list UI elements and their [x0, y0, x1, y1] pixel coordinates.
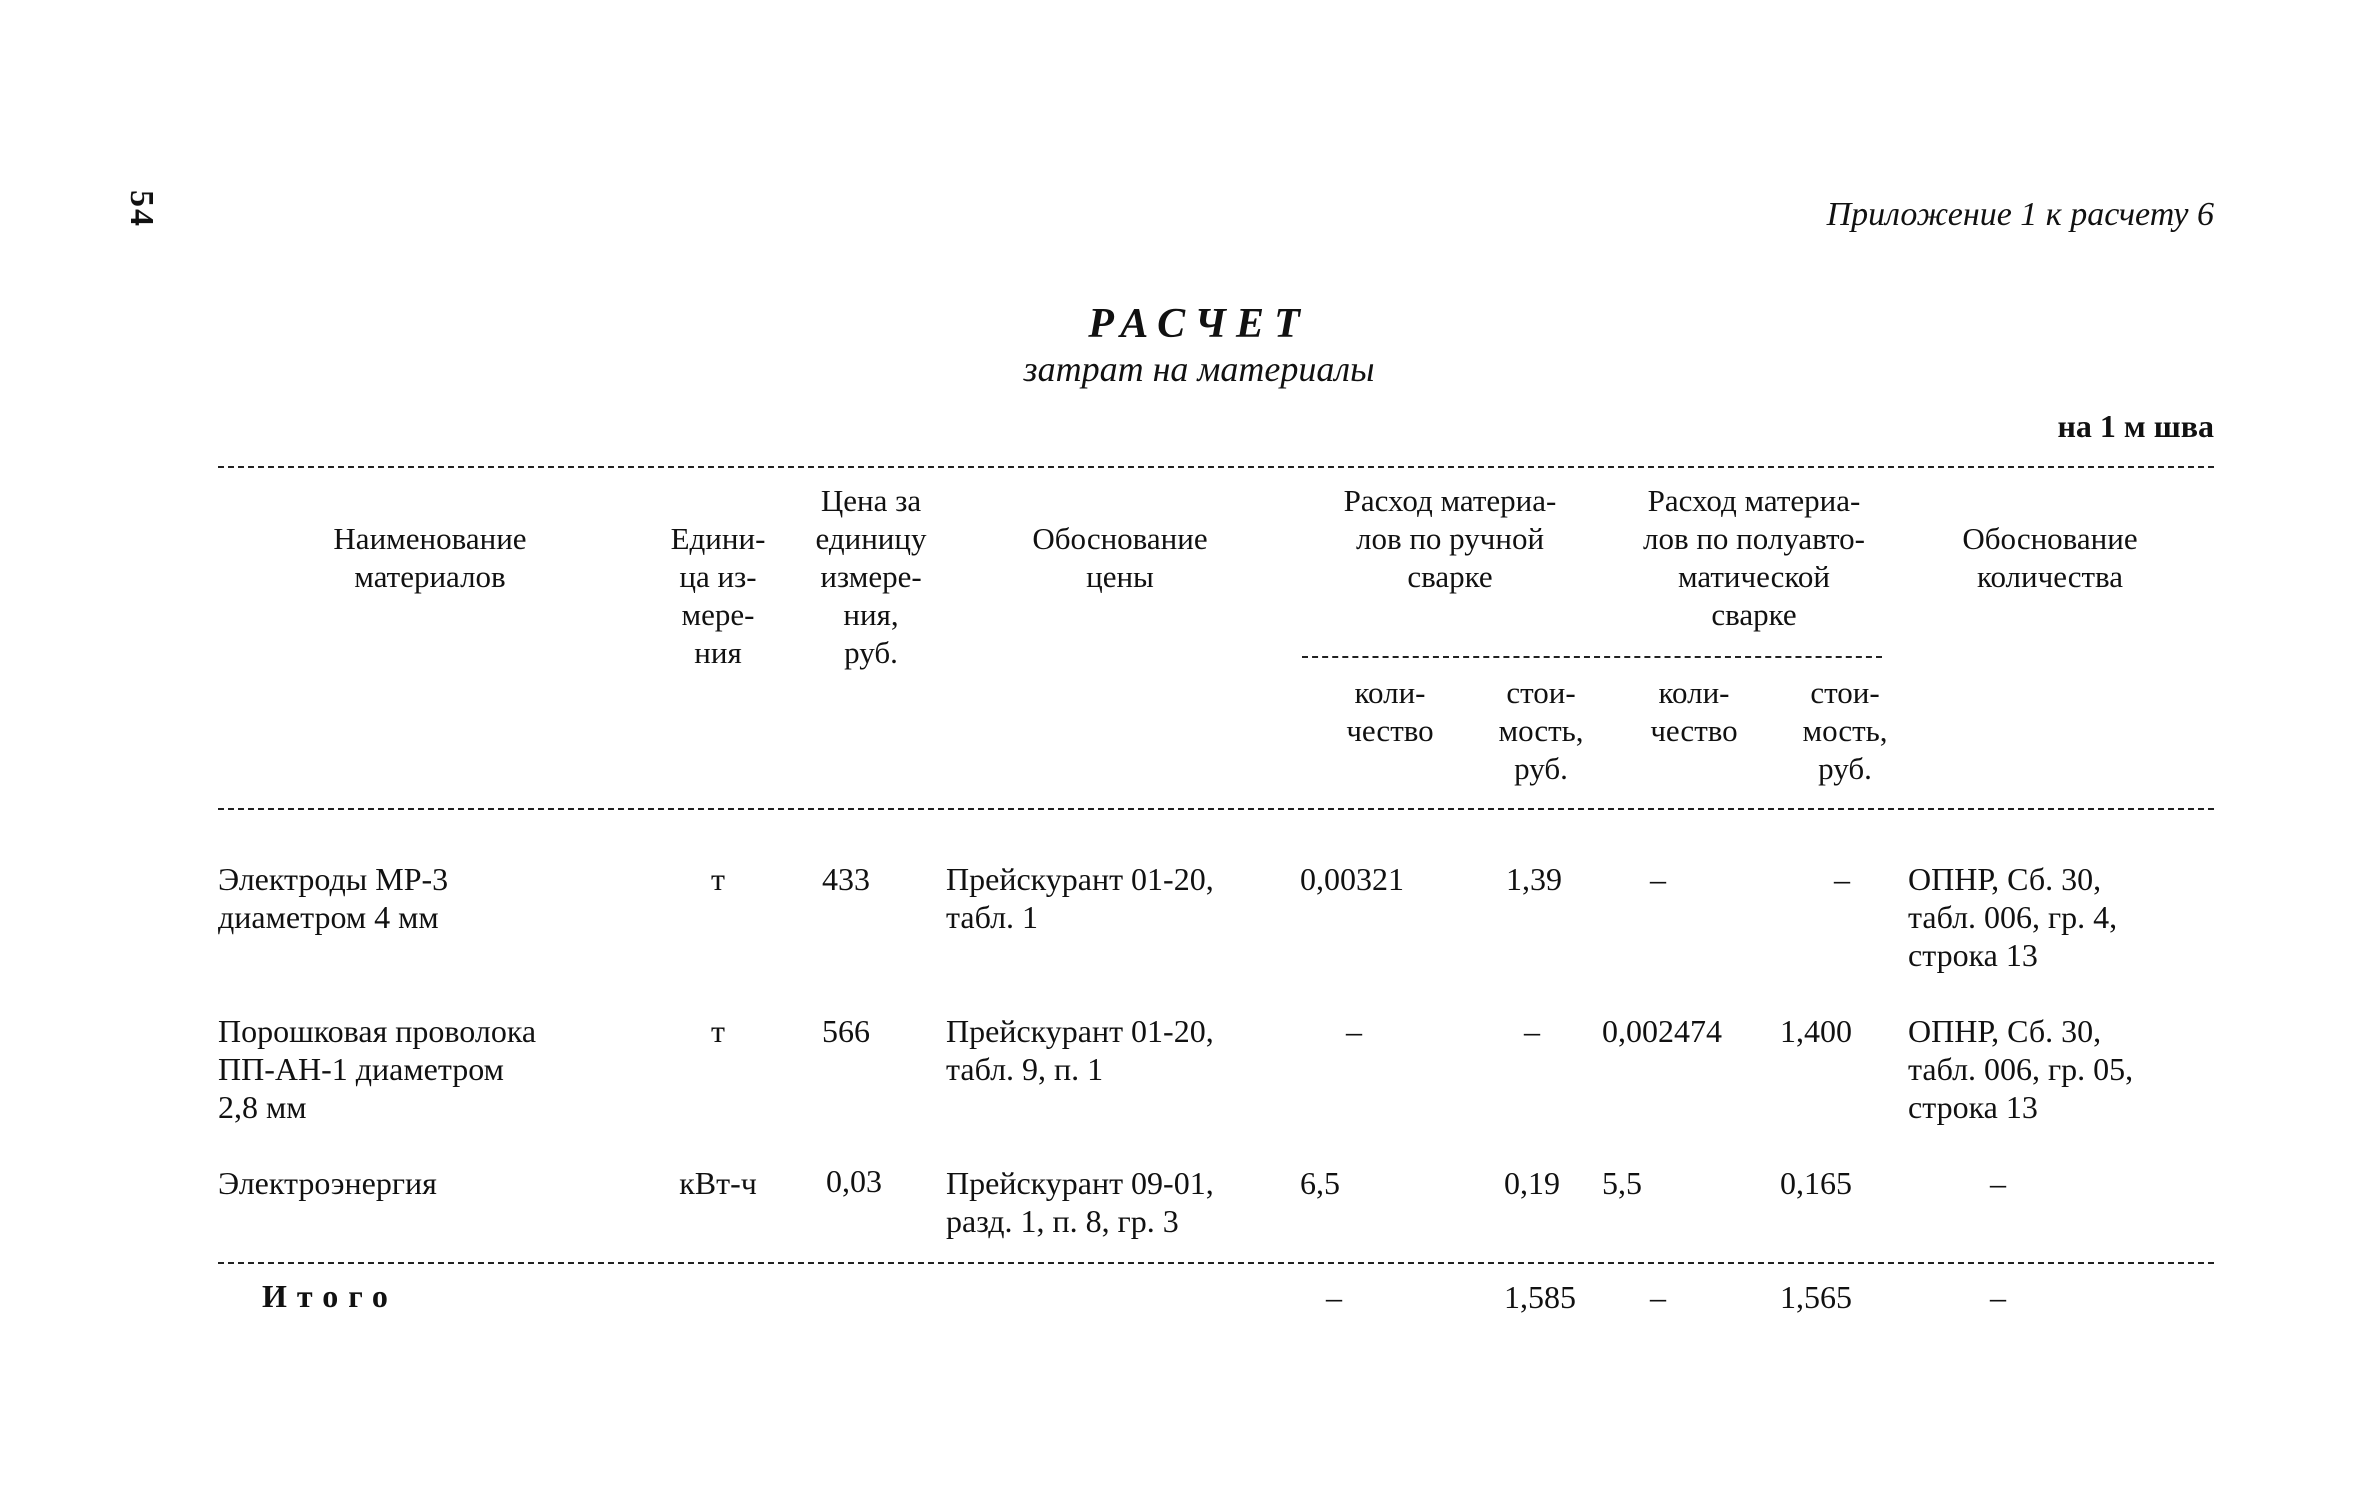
- row-price-basis: Прейскурант 01-20, табл. 9, п. 1: [946, 1013, 1214, 1087]
- row-unit: кВт-ч: [679, 1165, 757, 1201]
- total-semi-cost: 1,565: [1780, 1279, 1852, 1315]
- row-semi-cost: 0,165: [1780, 1165, 1852, 1201]
- total-qty-basis: –: [1990, 1279, 2006, 1315]
- header-semi-qty: коли- чество: [1650, 675, 1738, 748]
- header-price-basis: Обоснование цены: [1032, 521, 1208, 594]
- total-label: Итого: [262, 1278, 398, 1314]
- table-total-rule: [218, 1262, 2214, 1264]
- row-semi-qty: 0,002474: [1602, 1013, 1722, 1049]
- row-unit: т: [711, 861, 725, 897]
- appendix-note: Приложение 1 к расчету 6: [1826, 196, 2214, 233]
- row-manual-cost: 1,39: [1506, 861, 1562, 897]
- row-qty-basis: ОПНР, Сб. 30, табл. 006, гр. 05, строка 13: [1908, 1013, 2134, 1125]
- row-price-basis: Прейскурант 09-01, разд. 1, п. 8, гр. 3: [946, 1165, 1214, 1239]
- total-manual-qty: –: [1326, 1279, 1342, 1315]
- row-price: 433: [822, 861, 870, 897]
- header-manual-cost: стои- мость, руб.: [1498, 675, 1584, 786]
- header-sub-rule: [1302, 656, 1882, 658]
- header-manual-welding: Расход материа- лов по ручной сварке: [1343, 483, 1557, 594]
- row-semi-cost: 1,400: [1780, 1013, 1852, 1049]
- row-name: Электроды МР-3 диаметром 4 мм: [218, 861, 449, 935]
- row-manual-cost: 0,19: [1504, 1165, 1560, 1201]
- row-price-basis: Прейскурант 01-20, табл. 1: [946, 861, 1214, 935]
- header-price: Цена за единицу измере- ния, руб.: [815, 483, 927, 670]
- row-unit: т: [711, 1013, 725, 1049]
- row-price: 566: [822, 1013, 870, 1049]
- document-title: РАСЧЕТ: [1088, 301, 1310, 347]
- table-header-bottom-rule: [218, 808, 2214, 810]
- total-semi-qty: –: [1650, 1279, 1666, 1315]
- row-semi-cost: –: [1834, 861, 1850, 897]
- row-semi-qty: –: [1650, 861, 1666, 897]
- page-number: 54: [123, 190, 160, 228]
- row-semi-qty: 5,5: [1602, 1165, 1642, 1201]
- row-manual-qty: –: [1346, 1013, 1362, 1049]
- row-manual-qty: 0,00321: [1300, 861, 1404, 897]
- header-semiauto-welding: Расход материа- лов по полуавто- матической сварке: [1642, 483, 1866, 632]
- total-manual-cost: 1,585: [1504, 1279, 1576, 1315]
- header-unit: Едини- ца из- мере- ния: [670, 521, 766, 670]
- row-price: 0,03: [826, 1163, 882, 1199]
- document-subtitle: затрат на материалы: [1023, 349, 1375, 389]
- row-qty-basis: –: [1990, 1165, 2006, 1201]
- unit-note: на 1 м шва: [2057, 408, 2214, 444]
- row-name: Порошковая проволока ПП-АН-1 диаметром 2,8 мм: [218, 1013, 537, 1125]
- row-name: Электроэнергия: [218, 1165, 437, 1201]
- header-semi-cost: стои- мость, руб.: [1802, 675, 1888, 786]
- header-name: Наименование материалов: [333, 521, 527, 594]
- header-qty-basis: Обоснование количества: [1962, 521, 2138, 594]
- row-manual-qty: 6,5: [1300, 1165, 1340, 1201]
- header-manual-qty: коли- чество: [1346, 675, 1434, 748]
- table-top-rule: [218, 466, 2214, 468]
- row-manual-cost: –: [1524, 1013, 1540, 1049]
- row-qty-basis: ОПНР, Сб. 30, табл. 006, гр. 4, строка 13: [1908, 861, 2118, 973]
